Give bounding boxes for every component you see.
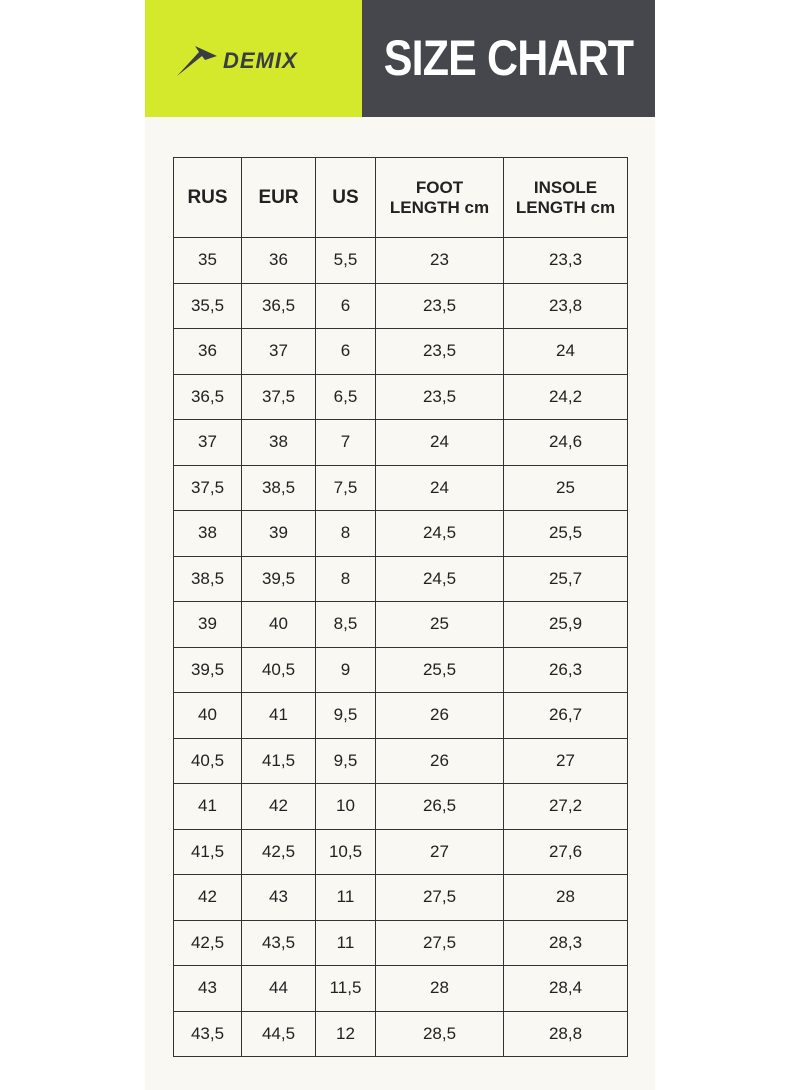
cell-insole-length: 24 (504, 329, 628, 375)
title-block (362, 0, 655, 117)
cell-eur: 40,5 (242, 647, 316, 693)
cell-insole-length: 24,2 (504, 374, 628, 420)
cell-foot-length: 24,5 (376, 556, 504, 602)
cell-us: 6 (316, 283, 376, 329)
cell-us: 9,5 (316, 693, 376, 739)
table-row (174, 738, 628, 784)
cell-us: 9 (316, 647, 376, 693)
table-row (174, 374, 628, 420)
header-rus (174, 158, 242, 238)
table-row (174, 602, 628, 648)
table-row (174, 966, 628, 1012)
table-row (174, 829, 628, 875)
cell-foot-length: 23,5 (376, 283, 504, 329)
cell-us: 9,5 (316, 738, 376, 784)
cell-us: 10,5 (316, 829, 376, 875)
table-row (174, 238, 628, 284)
cell-rus: 36,5 (174, 374, 242, 420)
cell-eur: 38 (242, 420, 316, 466)
table-row (174, 647, 628, 693)
cell-foot-length: 25 (376, 602, 504, 648)
table-row (174, 784, 628, 830)
cell-rus: 37,5 (174, 465, 242, 511)
cell-eur: 43 (242, 875, 316, 921)
cell-eur: 37,5 (242, 374, 316, 420)
cell-foot-length: 26 (376, 738, 504, 784)
table-row (174, 420, 628, 466)
cell-insole-length: 27,6 (504, 829, 628, 875)
table-header-row (174, 158, 628, 238)
cell-rus: 42,5 (174, 920, 242, 966)
cell-insole-length: 28 (504, 875, 628, 921)
cell-rus: 43,5 (174, 1011, 242, 1057)
brand-block (145, 0, 362, 117)
header-foot-length (376, 158, 504, 238)
cell-eur: 39 (242, 511, 316, 557)
cell-foot-length: 27,5 (376, 875, 504, 921)
header-insole-length (504, 158, 628, 238)
cell-insole-length: 27,2 (504, 784, 628, 830)
cell-eur: 42,5 (242, 829, 316, 875)
cell-eur: 43,5 (242, 920, 316, 966)
cell-rus: 38,5 (174, 556, 242, 602)
cell-rus: 42 (174, 875, 242, 921)
cell-us: 8,5 (316, 602, 376, 648)
cell-eur: 38,5 (242, 465, 316, 511)
cell-insole-length: 24,6 (504, 420, 628, 466)
cell-rus: 36 (174, 329, 242, 375)
cell-rus: 40,5 (174, 738, 242, 784)
size-table (173, 157, 628, 1057)
table-row (174, 693, 628, 739)
cell-rus: 35 (174, 238, 242, 284)
cell-foot-length: 28 (376, 966, 504, 1012)
cell-us: 11 (316, 875, 376, 921)
cell-us: 11,5 (316, 966, 376, 1012)
cell-us: 5,5 (316, 238, 376, 284)
cell-us: 7 (316, 420, 376, 466)
cell-insole-length: 28,4 (504, 966, 628, 1012)
header-rus-label: RUS (187, 186, 228, 208)
header (145, 0, 655, 117)
cell-foot-length: 24 (376, 465, 504, 511)
header-insole-length-line1: INSOLE (533, 177, 598, 197)
cell-eur: 42 (242, 784, 316, 830)
cell-foot-length: 24,5 (376, 511, 504, 557)
cell-insole-length: 28,8 (504, 1011, 628, 1057)
cell-eur: 41,5 (242, 738, 316, 784)
cell-eur: 36,5 (242, 283, 316, 329)
table-row (174, 920, 628, 966)
size-chart-card (145, 0, 655, 1090)
cell-foot-length: 27,5 (376, 920, 504, 966)
cell-insole-length: 23,8 (504, 283, 628, 329)
cell-insole-length: 23,3 (504, 238, 628, 284)
cell-eur: 40 (242, 602, 316, 648)
cell-eur: 39,5 (242, 556, 316, 602)
cell-foot-length: 23,5 (376, 329, 504, 375)
cell-rus: 40 (174, 693, 242, 739)
cell-rus: 35,5 (174, 283, 242, 329)
cell-us: 8 (316, 556, 376, 602)
cell-us: 7,5 (316, 465, 376, 511)
table-row (174, 465, 628, 511)
cell-rus: 37 (174, 420, 242, 466)
cell-rus: 43 (174, 966, 242, 1012)
cell-insole-length: 28,3 (504, 920, 628, 966)
cell-rus: 38 (174, 511, 242, 557)
header-us (316, 158, 376, 238)
cell-insole-length: 27 (504, 738, 628, 784)
cell-insole-length: 25,7 (504, 556, 628, 602)
header-foot-length-line1: FOOT (415, 177, 464, 197)
cell-eur: 41 (242, 693, 316, 739)
header-insole-length-line2: LENGTH cm (515, 197, 616, 217)
cell-eur: 44,5 (242, 1011, 316, 1057)
table-row (174, 329, 628, 375)
cell-eur: 36 (242, 238, 316, 284)
cell-foot-length: 27 (376, 829, 504, 875)
cell-rus: 41,5 (174, 829, 242, 875)
cell-us: 6 (316, 329, 376, 375)
cell-foot-length: 23 (376, 238, 504, 284)
cell-rus: 39,5 (174, 647, 242, 693)
cell-foot-length: 26,5 (376, 784, 504, 830)
table-row (174, 511, 628, 557)
cell-us: 8 (316, 511, 376, 557)
cell-foot-length: 23,5 (376, 374, 504, 420)
cell-foot-length: 26 (376, 693, 504, 739)
demix-arrow-icon (175, 42, 219, 78)
table-row (174, 556, 628, 602)
cell-insole-length: 26,7 (504, 693, 628, 739)
cell-eur: 37 (242, 329, 316, 375)
cell-us: 6,5 (316, 374, 376, 420)
cell-foot-length: 25,5 (376, 647, 504, 693)
table-body (174, 238, 628, 1057)
table-row (174, 875, 628, 921)
header-foot-length-line2: LENGTH cm (389, 197, 490, 217)
cell-us: 12 (316, 1011, 376, 1057)
header-eur-label: EUR (258, 186, 299, 208)
header-eur (242, 158, 316, 238)
brand-name: DEMIX (223, 48, 298, 73)
cell-insole-length: 26,3 (504, 647, 628, 693)
cell-rus: 41 (174, 784, 242, 830)
cell-foot-length: 24 (376, 420, 504, 466)
cell-insole-length: 25,5 (504, 511, 628, 557)
cell-us: 10 (316, 784, 376, 830)
cell-foot-length: 28,5 (376, 1011, 504, 1057)
cell-insole-length: 25,9 (504, 602, 628, 648)
cell-eur: 44 (242, 966, 316, 1012)
table-row (174, 1011, 628, 1057)
cell-rus: 39 (174, 602, 242, 648)
cell-us: 11 (316, 920, 376, 966)
table-row (174, 283, 628, 329)
header-us-label: US (332, 186, 359, 208)
page-title: SIZE CHART (383, 30, 634, 86)
cell-insole-length: 25 (504, 465, 628, 511)
